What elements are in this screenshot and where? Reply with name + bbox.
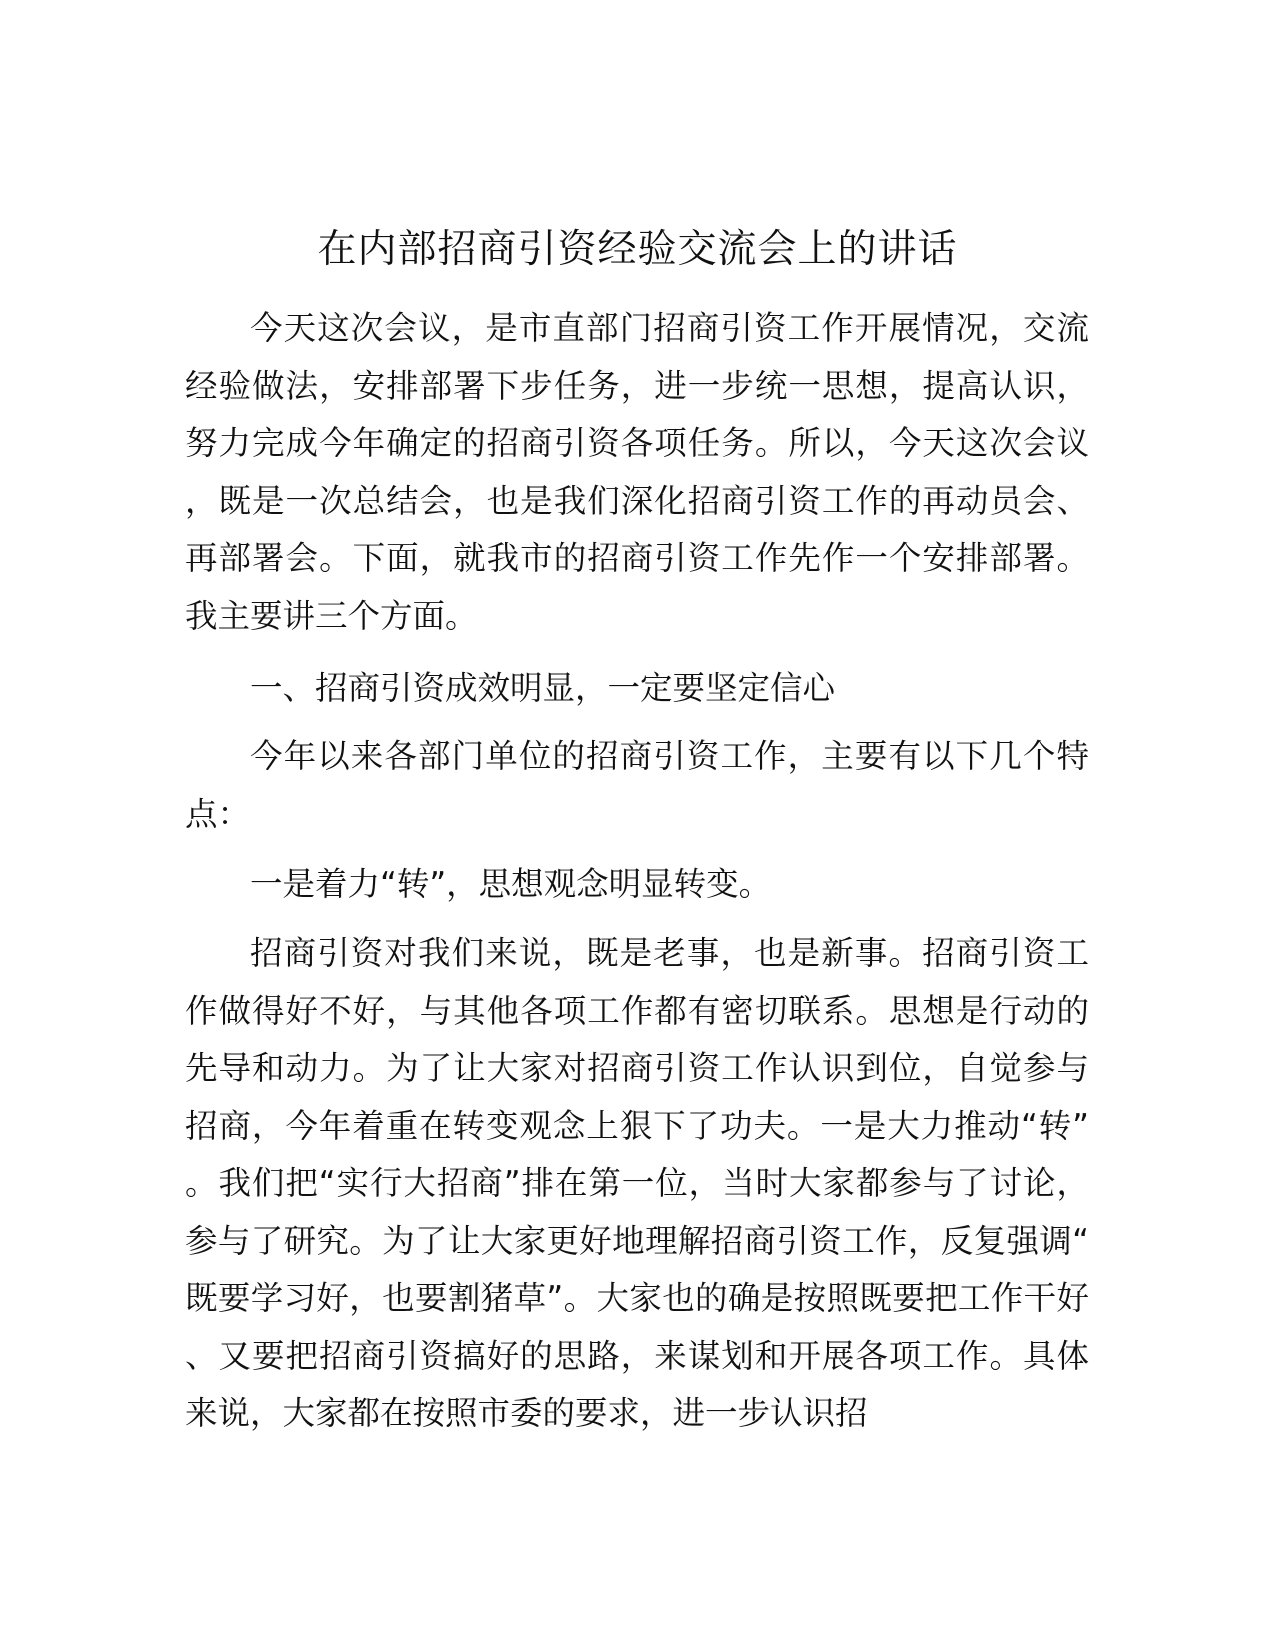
body-paragraph-intro: 今天这次会议，是市直部门招商引资工作开展情况，交流经验做法，安排部署下步任务，进一步统一思想，提高认识，努力完成今年确定的招商引资各项任务。所以，今天这次会议，既是一次总结会，也是我们深化招商引资工作的再动员会、再部署会。下面，就我市的招商引资工作先作一个安排部署。我主要讲三个方面。 bbox=[185, 309, 1089, 635]
section-heading-one: 一、招商引资成效明显，一定要坚定信心 bbox=[250, 669, 836, 707]
document-title: 在内部招商引资经验交流会上的讲话 bbox=[317, 227, 958, 272]
subheading-point-one: 一是着力“转”，思想观念明显转变。 bbox=[250, 865, 772, 903]
body-paragraph-detail: 招商引资对我们来说，既是老事，也是新事。招商引资工作做得好不好，与其他各项工作都有密切联系。思想是行动的先导和动力。为了让大家对招商引资工作认识到位，自觉参与招商，今年着重在转变观念上狠下了功夫。一是大力推动“转”。我们把“实行大招商”排在第一位，当时大家都参与了讨论，参与了研究。为了让大家更好地理解招商引资工作，反复强调“既要学习好，也要割猪草”。大家也的确是按照既要把工作干好、又要把招商引资搞好的思路，来谋划和开展各项工作。具体来说，大家都在按照市委的要求，进一步认识招 bbox=[185, 934, 1089, 1432]
body-paragraph-features: 今年以来各部门单位的招商引资工作，主要有以下几个特点： bbox=[185, 737, 1089, 833]
